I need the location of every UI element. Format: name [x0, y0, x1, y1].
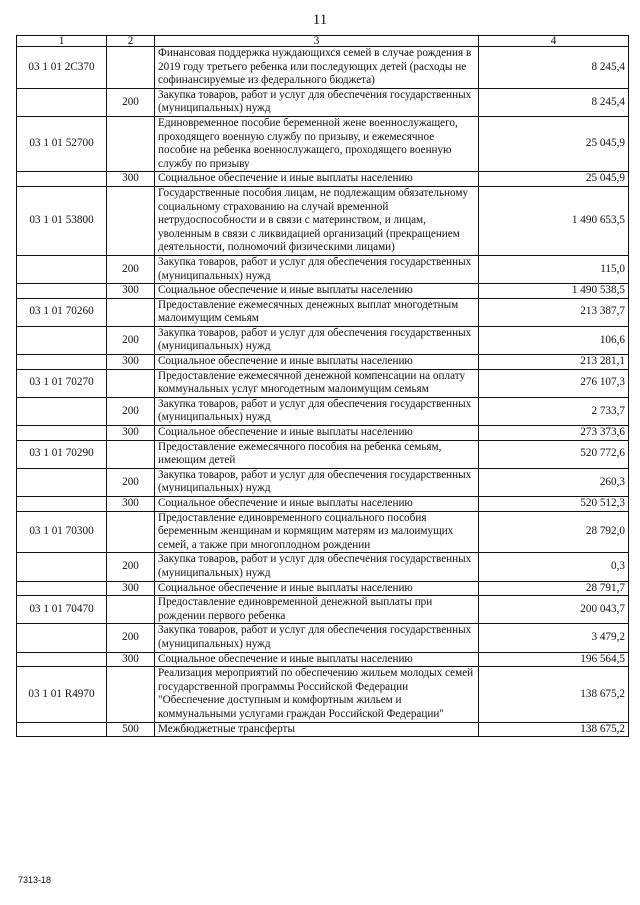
row-code [17, 255, 107, 283]
row-description: Закупка товаров, работ и услуг для обеспечения государственных (муниципальных) нужд [155, 624, 479, 652]
row-expense-type [107, 116, 155, 171]
row-amount: 138 675,2 [479, 722, 629, 737]
table-row [17, 596, 629, 624]
table-row [17, 553, 629, 581]
table-row [17, 284, 629, 299]
row-description: Закупка товаров, работ и услуг для обеспечения государственных (муниципальных) нужд [155, 468, 479, 496]
header-col-1: 1 [17, 36, 107, 47]
row-code [17, 553, 107, 581]
row-description: Закупка товаров, работ и услуг для обеспечения государственных (муниципальных) нужд [155, 326, 479, 354]
row-amount: 8 245,4 [479, 88, 629, 116]
row-code: 03 1 01 70260 [17, 298, 107, 326]
row-description: Предоставление единовременного социального пособия беременным женщинам и кормящим матерям из малоимущих семей, а также при многоплодном рождении [155, 511, 479, 553]
row-code [17, 468, 107, 496]
row-code: 03 1 01 70300 [17, 511, 107, 553]
row-amount: 1 490 538,5 [479, 284, 629, 299]
row-expense-type: 200 [107, 88, 155, 116]
row-description: Предоставление ежемесячного пособия на ребенка семьям, имеющим детей [155, 440, 479, 468]
row-description: Единовременное пособие беременной жене военнослужащего, проходящего военную службу по призыву, и ежемесячное пособие на ребенка военнослужащего, проходящего военную службу по призыву [155, 116, 479, 171]
header-row [17, 36, 629, 47]
row-description: Предоставление ежемесячных денежных выплат многодетным малоимущим семьям [155, 298, 479, 326]
row-expense-type [107, 47, 155, 89]
row-description: Социальное обеспечение и иные выплаты населению [155, 497, 479, 512]
table-row [17, 440, 629, 468]
row-code [17, 397, 107, 425]
row-description: Закупка товаров, работ и услуг для обеспечения государственных (муниципальных) нужд [155, 255, 479, 283]
header-col-3: 3 [155, 36, 479, 47]
row-expense-type: 300 [107, 355, 155, 370]
row-description: Межбюджетные трансферты [155, 722, 479, 737]
row-expense-type [107, 596, 155, 624]
row-amount: 0,3 [479, 553, 629, 581]
row-expense-type: 200 [107, 326, 155, 354]
row-description: Закупка товаров, работ и услуг для обеспечения государственных (муниципальных) нужд [155, 397, 479, 425]
row-expense-type: 300 [107, 426, 155, 441]
row-code: 03 1 01 70290 [17, 440, 107, 468]
row-code [17, 355, 107, 370]
row-expense-type: 200 [107, 624, 155, 652]
row-expense-type: 300 [107, 497, 155, 512]
row-code [17, 624, 107, 652]
table-row [17, 116, 629, 171]
table-row [17, 298, 629, 326]
row-amount: 260,3 [479, 468, 629, 496]
row-amount: 8 245,4 [479, 47, 629, 89]
row-expense-type: 300 [107, 581, 155, 596]
table-row [17, 88, 629, 116]
row-amount: 1 490 653,5 [479, 186, 629, 255]
footer-code: 7313-18 [18, 875, 52, 885]
table-row [17, 355, 629, 370]
row-description: Социальное обеспечение и иные выплаты населению [155, 426, 479, 441]
table-row [17, 369, 629, 397]
budget-table [16, 35, 629, 737]
table-row [17, 172, 629, 187]
row-expense-type [107, 440, 155, 468]
row-code [17, 88, 107, 116]
row-amount: 115,0 [479, 255, 629, 283]
row-amount: 28 791,7 [479, 581, 629, 596]
row-expense-type [107, 298, 155, 326]
row-code [17, 581, 107, 596]
row-expense-type: 200 [107, 397, 155, 425]
row-description: Реализация мероприятий по обеспечению жильем молодых семей государственной программы Российской Федерации "Обеспечение доступным и комфортным жильем и коммунальными услугами граждан Российской Федерации" [155, 667, 479, 722]
table-row [17, 426, 629, 441]
table-row [17, 397, 629, 425]
page-number: 11 [312, 12, 328, 28]
table-row [17, 667, 629, 722]
row-description: Социальное обеспечение и иные выплаты населению [155, 581, 479, 596]
table-row [17, 47, 629, 89]
row-description: Закупка товаров, работ и услуг для обеспечения государственных (муниципальных) нужд [155, 88, 479, 116]
table-row [17, 255, 629, 283]
table-row [17, 581, 629, 596]
row-code: 03 1 01 70470 [17, 596, 107, 624]
row-description: Социальное обеспечение и иные выплаты населению [155, 355, 479, 370]
row-description: Предоставление единовременной денежной выплаты при рождении первого ребенка [155, 596, 479, 624]
table-row [17, 497, 629, 512]
row-amount: 138 675,2 [479, 667, 629, 722]
row-expense-type [107, 667, 155, 722]
row-expense-type: 200 [107, 468, 155, 496]
row-expense-type: 300 [107, 284, 155, 299]
row-description: Финансовая поддержка нуждающихся семей в случае рождения в 2019 году третьего ребенка или последующих детей (расходы не софинансируемые из федерального бюджета) [155, 47, 479, 89]
row-code [17, 652, 107, 667]
row-code [17, 326, 107, 354]
row-amount: 25 045,9 [479, 172, 629, 187]
row-amount: 25 045,9 [479, 116, 629, 171]
row-description: Социальное обеспечение и иные выплаты населению [155, 172, 479, 187]
row-amount: 213 387,7 [479, 298, 629, 326]
row-code: 03 1 01 70270 [17, 369, 107, 397]
table-row [17, 468, 629, 496]
row-expense-type [107, 511, 155, 553]
row-amount: 3 479,2 [479, 624, 629, 652]
row-code: 03 1 01 R4970 [17, 667, 107, 722]
row-description: Государственные пособия лицам, не подлежащим обязательному социальному страхованию на случай временной нетрудоспособности и в связи с материнством, и лицам, уволенным в связи с ликвидацией организаций (прекращением деятельности, полномочий физическими лицами) [155, 186, 479, 255]
table-row [17, 722, 629, 737]
row-code: 03 1 01 2С370 [17, 47, 107, 89]
table-row [17, 326, 629, 354]
row-code [17, 172, 107, 187]
table-row [17, 511, 629, 553]
row-expense-type [107, 369, 155, 397]
row-amount: 213 281,1 [479, 355, 629, 370]
table-row [17, 624, 629, 652]
row-expense-type [107, 186, 155, 255]
row-expense-type: 200 [107, 553, 155, 581]
row-amount: 106,6 [479, 326, 629, 354]
table-row [17, 652, 629, 667]
row-description: Закупка товаров, работ и услуг для обеспечения государственных (муниципальных) нужд [155, 553, 479, 581]
row-amount: 2 733,7 [479, 397, 629, 425]
row-description: Социальное обеспечение и иные выплаты населению [155, 652, 479, 667]
header-col-4: 4 [479, 36, 629, 47]
row-code [17, 426, 107, 441]
row-amount: 276 107,3 [479, 369, 629, 397]
row-expense-type: 500 [107, 722, 155, 737]
row-amount: 28 792,0 [479, 511, 629, 553]
row-amount: 520 512,3 [479, 497, 629, 512]
row-amount: 520 772,6 [479, 440, 629, 468]
row-amount: 196 564,5 [479, 652, 629, 667]
row-code [17, 284, 107, 299]
row-expense-type: 200 [107, 255, 155, 283]
row-amount: 273 373,6 [479, 426, 629, 441]
row-code: 03 1 01 53800 [17, 186, 107, 255]
header-col-2: 2 [107, 36, 155, 47]
row-code [17, 497, 107, 512]
row-amount: 200 043,7 [479, 596, 629, 624]
row-expense-type: 300 [107, 652, 155, 667]
row-description: Предоставление ежемесячной денежной компенсации на оплату коммунальных услуг многодетным малоимущим семьям [155, 369, 479, 397]
table-row [17, 186, 629, 255]
row-code [17, 722, 107, 737]
row-code: 03 1 01 52700 [17, 116, 107, 171]
row-description: Социальное обеспечение и иные выплаты населению [155, 284, 479, 299]
row-expense-type: 300 [107, 172, 155, 187]
